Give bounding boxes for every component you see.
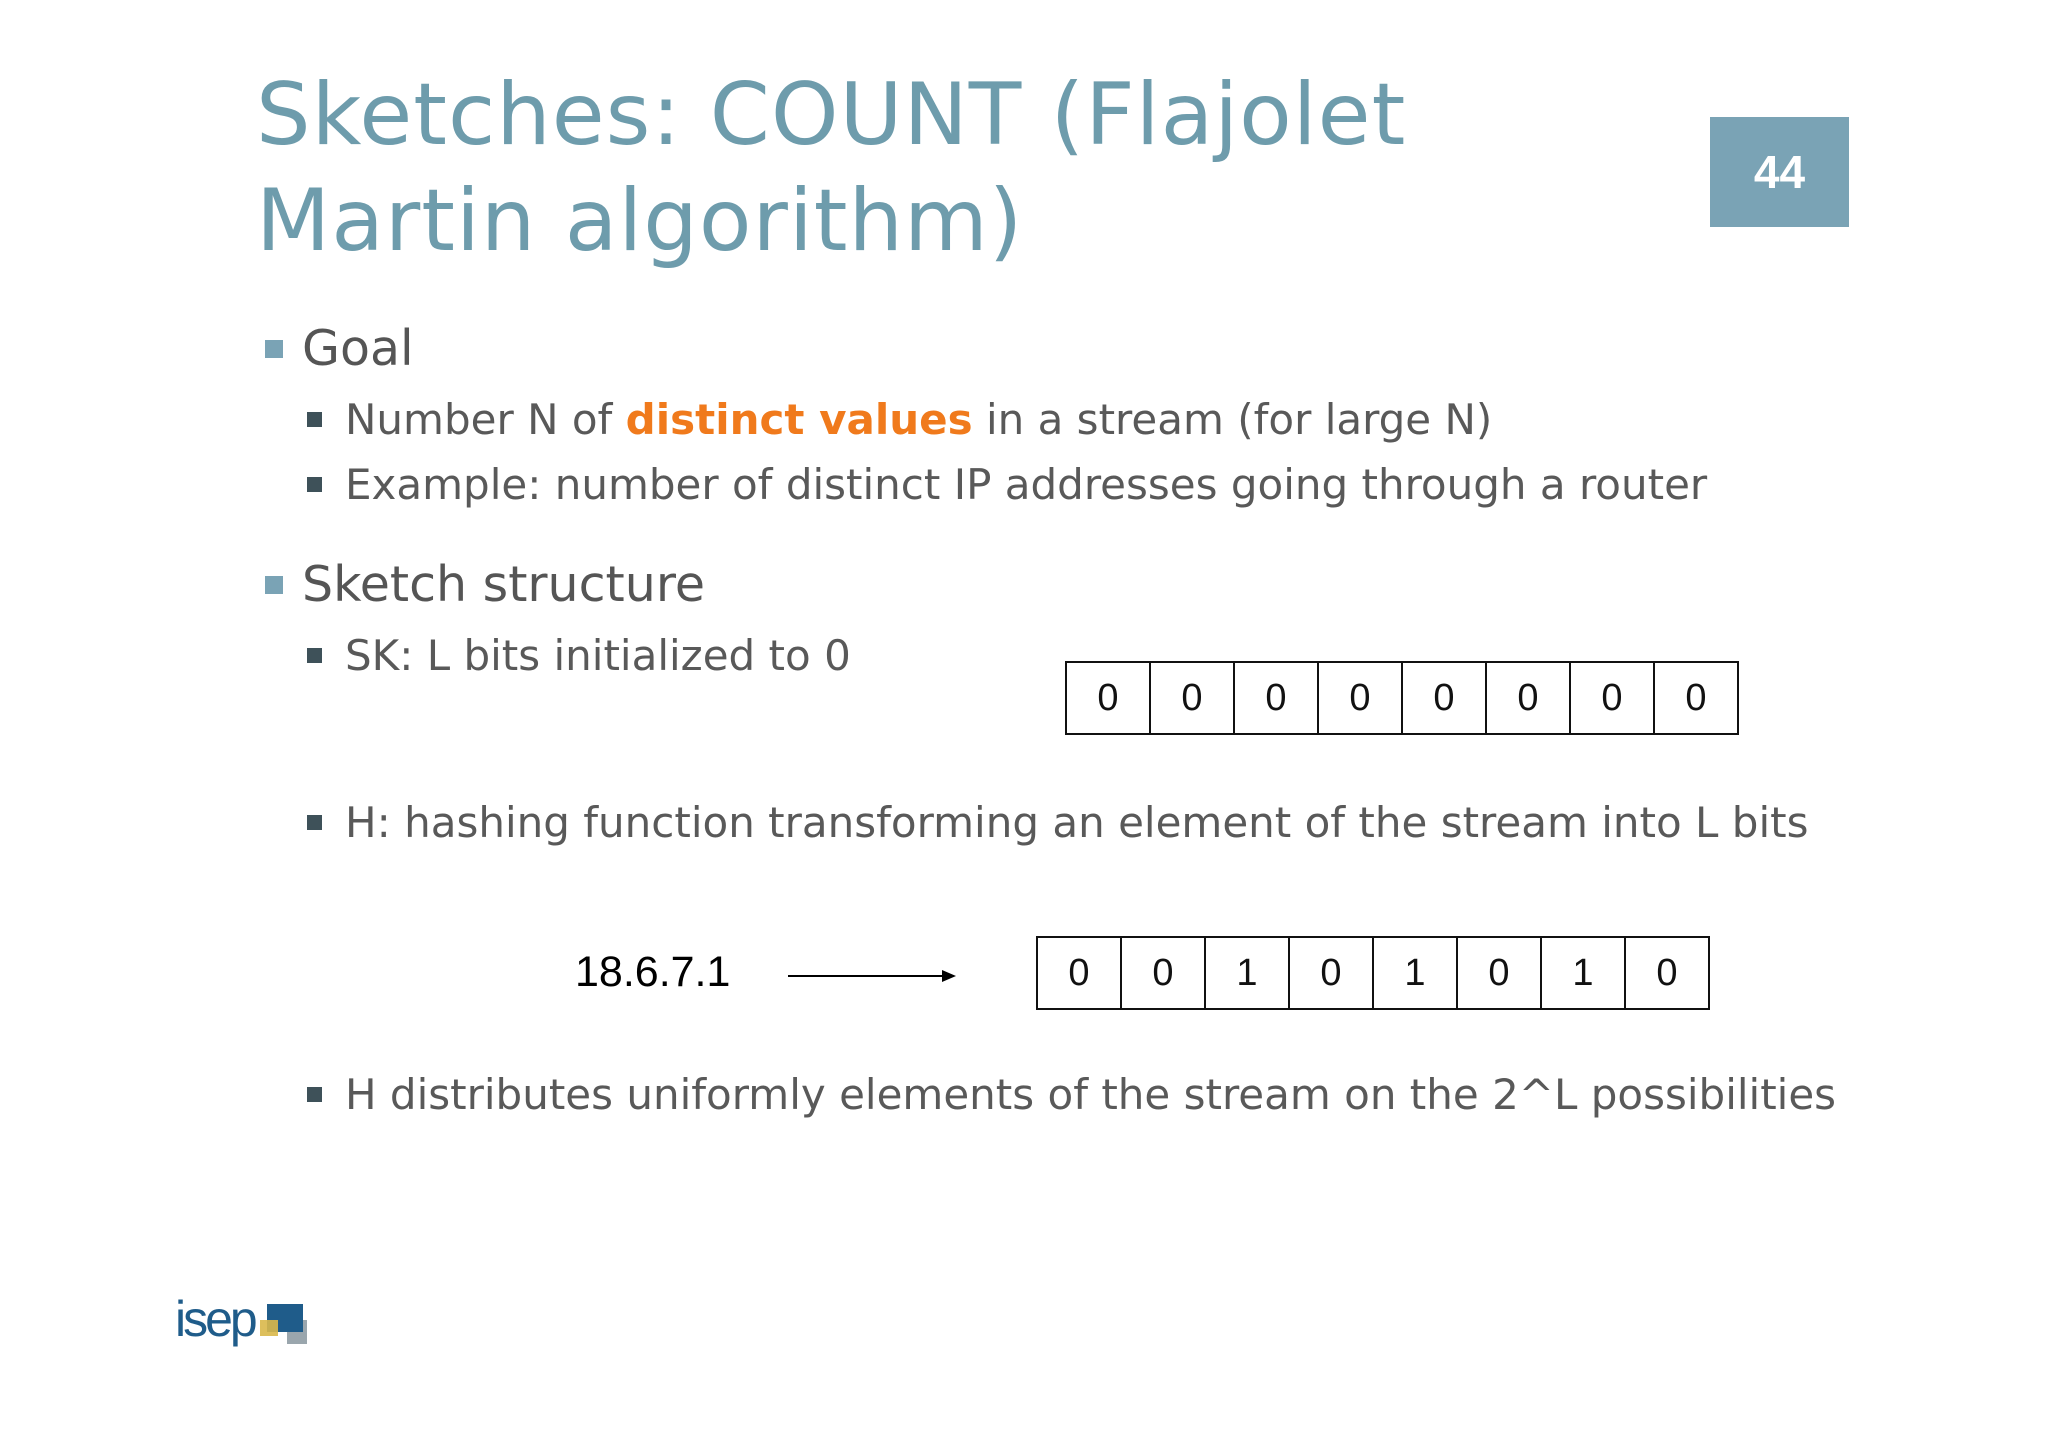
sk-bit-cell: 0 (1319, 663, 1403, 733)
sk-bit-cell: 0 (1067, 663, 1151, 733)
isep-logo-text: isep (175, 1291, 255, 1347)
goal-item-1-highlight: distinct values (625, 394, 973, 444)
slide-title-line-1: Sketches: COUNT (Flajolet (256, 65, 1407, 165)
goal-item-2-text: Example: number of distinct IP addresses going through a router (345, 459, 1708, 509)
sketch-heading (302, 554, 705, 614)
hash-bit-cell: 0 (1656, 951, 1678, 994)
sk-bit-array (1065, 661, 1739, 735)
hash-bit-cell: 0 (1290, 938, 1374, 1008)
sub-bullet-square-icon (307, 648, 322, 663)
goal-item-distinct-values (345, 392, 1492, 446)
page-number: 44 (1753, 146, 1806, 198)
hash-bit-cell: 0 (1458, 938, 1542, 1008)
sub-bullet-square-icon (307, 815, 322, 830)
hash-bit-cell: 1 (1542, 938, 1626, 1008)
sketch-hash-item (345, 795, 1808, 849)
sk-bit-cell: 0 (1685, 676, 1707, 719)
sub-bullet-square-icon (307, 412, 322, 427)
hash-bit-cell: 0 (1122, 938, 1206, 1008)
sketch-sk-item (345, 628, 851, 682)
goal-item-1-suffix: in a stream (for large N) (972, 394, 1493, 444)
arrow-right-icon (788, 966, 958, 986)
goal-heading (302, 318, 414, 378)
sk-bit-cell: 0 (1487, 663, 1571, 733)
hash-bit-cell: 1 (1206, 938, 1290, 1008)
sk-bit-cell: 0 (1403, 663, 1487, 733)
sketch-heading-text: Sketch structure (302, 555, 706, 613)
sketch-distribution-item (345, 1067, 1836, 1121)
slide-title (256, 62, 1556, 274)
bullet-square-icon (265, 576, 283, 594)
page-number-badge (1710, 117, 1849, 227)
sketch-sk-label: SK: L bits initialized to 0 (345, 630, 851, 680)
slide-title-line-2: Martin algorithm) (256, 171, 1024, 271)
goal-item-1-prefix: Number N of (345, 394, 626, 444)
sub-bullet-square-icon (307, 477, 322, 492)
goal-heading-text: Goal (302, 319, 414, 377)
sk-bit-cell: 0 (1235, 663, 1319, 733)
isep-logo (175, 1290, 315, 1360)
sk-bit-cell: 0 (1571, 663, 1655, 733)
sub-bullet-square-icon (307, 1087, 322, 1102)
hash-bit-cell: 1 (1374, 938, 1458, 1008)
sketch-distribution-text: H distributes uniformly elements of the stream on the 2^L possibilities (345, 1069, 1837, 1119)
sk-bit-cell: 0 (1151, 663, 1235, 733)
sketch-hash-label: H: hashing function transforming an element of the stream into L bits (345, 797, 1809, 847)
example-ip-address: 18.6.7.1 (575, 948, 731, 996)
goal-item-example (345, 457, 1707, 511)
hash-bit-array (1036, 936, 1710, 1010)
bullet-square-icon (265, 340, 283, 358)
hash-bit-cell: 0 (1038, 938, 1122, 1008)
